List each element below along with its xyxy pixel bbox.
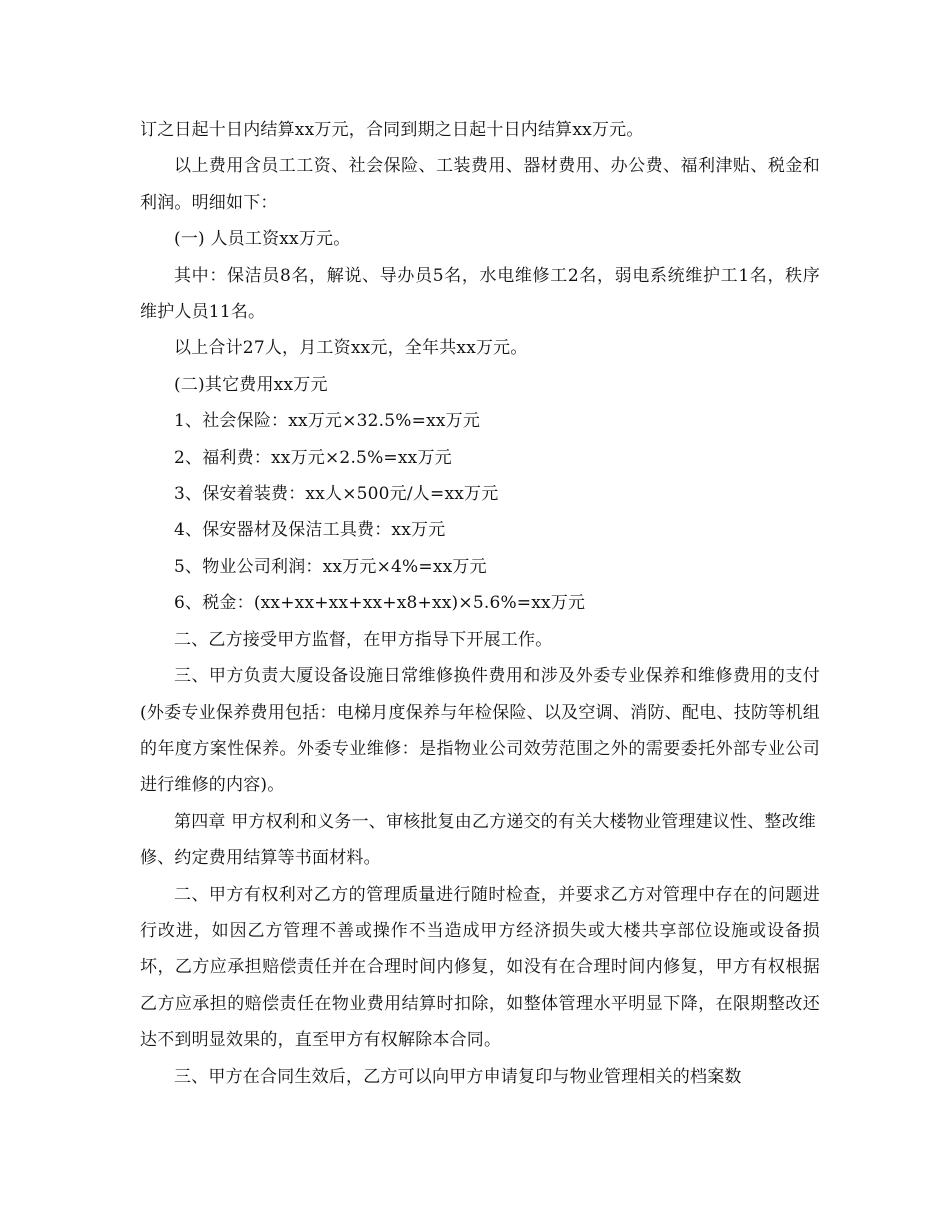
list-item-profit: 5、物业公司利润：xx万元×4%=xx万元 (174, 556, 487, 577)
list-item-social-insurance: 1、社会保险：xx万元×32.5%=xx万元 (174, 411, 481, 432)
paragraph-chapter-four: 第四章 甲方权利和义务一、审核批复由乙方递交的有关大楼物业管理建议性、整改维修、约定费用结算等书面材料。 (140, 811, 817, 869)
document-body (140, 112, 820, 1095)
paragraph-inspection-rights: 二、甲方有权利对乙方的管理质量进行随时检查，并要求乙方对管理中存在的问题进行改进，如因乙方管理不善或操作不当造成甲方经济损失或大楼共享部位设施或设备损坏，乙方应承担赔偿责任并在合理时间内修复，如没有在合理时间内修复，甲方有权根据乙方应承担的赔偿责任在物业费用结算时扣除，如整体管理水平明显下降，在限期整改还达不到明显效果的，直至甲方有权解除本合同。 (140, 884, 820, 1051)
paragraph-maintenance-costs: 三、甲方负责大厦设备设施日常维修换件费用和涉及外委专业保养和维修费用的支付(外委专业保养费用包括：电梯月度保养与年检保险、以及空调、消防、配电、技防等机组的年度方案性保养。外委专业维修：是指物业公司效劳范围之外的需要委托外部专业公司进行维修的内容)。 (140, 666, 820, 796)
list-item-uniform: 3、保安着装费：xx人×500元/人=xx万元 (174, 484, 499, 505)
paragraph-settlement-continuation: 订之日起十日内结算xx万元，合同到期之日起十日内结算xx万元。 (140, 120, 644, 140)
list-item-equipment: 4、保安器材及保洁工具费：xx万元 (174, 520, 446, 541)
paragraph-supervision: 二、乙方接受甲方监督，在甲方指导下开展工作。 (174, 629, 553, 650)
list-item-tax: 6、税金：(xx+xx+xx+xx+x8+xx)×5.6%=xx万元 (174, 593, 586, 614)
paragraph-staff-breakdown: 其中：保洁员8名，解说、导办员5名，水电维修工2名，弱电系统维护工1名，秩序维护人员11名。 (140, 265, 820, 323)
list-item-welfare: 2、福利费：xx万元×2.5%=xx万元 (174, 447, 452, 468)
paragraph-archive-copy: 三、甲方在合同生效后，乙方可以向甲方申请复印与物业管理相关的档案数 (174, 1066, 742, 1087)
paragraph-fee-composition: 以上费用含员工工资、社会保险、工装费用、器材费用、办公费、福利津贴、税金和利润。明细如下： (140, 156, 820, 213)
paragraph-other-fees: (二)其它费用xx万元 (174, 374, 328, 395)
paragraph-personnel-wages: (一) 人员工资xx万元。 (174, 229, 351, 250)
paragraph-staff-total: 以上合计27人，月工资xx元，全年共xx万元。 (174, 338, 528, 359)
